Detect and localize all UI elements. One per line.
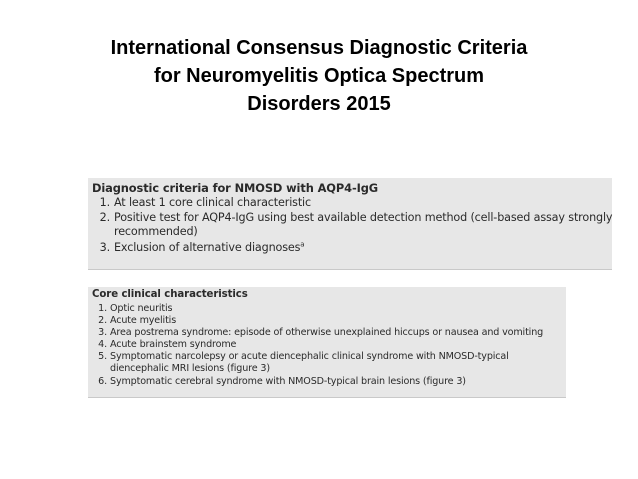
title-line-1: International Consensus Diagnostic Criteria xyxy=(110,37,528,59)
aqp4-criteria-panel xyxy=(88,178,612,270)
characteristic-item-number: 6. xyxy=(98,376,107,387)
criteria-item-text: At least 1 core clinical characteristic xyxy=(114,196,312,209)
criteria-item-text: Positive test for AQP4-IgG using best available detection method (cell-based assay strongly xyxy=(114,211,613,224)
criteria-item-continuation-text: recommended) xyxy=(114,225,198,238)
criteria-item-text-wrap xyxy=(114,241,304,255)
characteristic-item-text: Optic neuritis xyxy=(110,303,173,314)
characteristic-item-text: Acute brainstem syndrome xyxy=(110,339,237,350)
characteristic-item-continuation-text: diencephalic MRI lesions (figure 3) xyxy=(110,363,270,374)
criteria-item-text: Exclusion of alternative diagnoses xyxy=(114,241,301,254)
aqp4-criteria-heading: Diagnostic criteria for NMOSD with AQP4-IgG xyxy=(92,181,379,195)
core-characteristics-panel xyxy=(88,287,566,398)
characteristic-item-number: 1. xyxy=(98,303,107,314)
characteristic-item-number: 4. xyxy=(98,339,107,350)
criteria-item-number: 1. xyxy=(99,196,110,209)
characteristic-item-text: Symptomatic cerebral syndrome with NMOSD-typical brain lesions (figure 3) xyxy=(110,376,466,387)
characteristic-item-text: Area postrema syndrome: episode of otherwise unexplained hiccups or nausea and vomiting xyxy=(110,327,544,338)
title-line-2: for Neuromyelitis Optica Spectrum xyxy=(153,65,485,87)
characteristic-item-number: 3. xyxy=(98,327,107,338)
characteristic-item-text: Symptomatic narcolepsy or acute diencephalic clinical syndrome with NMOSD-typical xyxy=(110,351,509,362)
criteria-item-number: 2. xyxy=(99,211,110,224)
slide-title xyxy=(40,34,598,118)
characteristic-item-number: 5. xyxy=(98,351,107,362)
title-line-3: Disorders 2015 xyxy=(247,93,391,115)
characteristic-item-text: Acute myelitis xyxy=(110,315,177,326)
footnote-marker: a xyxy=(300,240,305,249)
characteristic-item-number: 2. xyxy=(98,315,107,326)
criteria-item-number: 3. xyxy=(99,241,110,254)
core-characteristics-heading: Core clinical characteristics xyxy=(92,289,248,300)
